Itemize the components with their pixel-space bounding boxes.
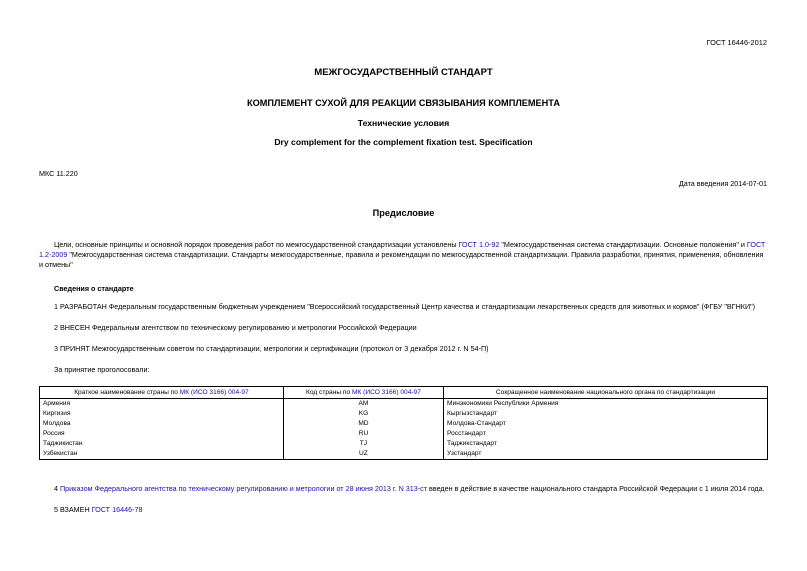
country-cell: Узбекистан — [40, 449, 284, 460]
country-code-cell: RU — [283, 429, 443, 439]
country-code-cell: KG — [283, 409, 443, 419]
country-cell: Молдова — [40, 419, 284, 429]
mk-iso-3166-link[interactable]: МК (ИСО 3166) 004-97 — [179, 388, 249, 396]
adopted-by-item: 3 ПРИНЯТ Межгосударственным советом по стандартизации, метрологии и сертификации (протокол от 3 декабря 2012 г. N 54-П) — [54, 344, 489, 353]
table-row — [40, 409, 768, 419]
country-cell: Киргизия — [40, 409, 284, 419]
countries-table — [39, 386, 768, 460]
gost-1-0-92-link[interactable]: ГОСТ 1.0-92 — [458, 240, 500, 249]
introduction-date: Дата введения 2014-07-01 — [678, 179, 767, 188]
header-country-name: Краткое наименование страны по МК (ИСО 3166) 004-97 — [40, 387, 284, 399]
national-body-cell: Узстандарт — [444, 449, 768, 460]
table-row — [40, 449, 768, 460]
gost-1-2-2009-link[interactable]: ГОСТ 1.2-2009 — [39, 240, 766, 259]
intro-text-2: "Межгосударственная система стандартизации. Основные положения" и — [499, 240, 747, 249]
national-body-cell: Таджикстандарт — [444, 439, 768, 449]
preface-intro-paragraph — [39, 240, 769, 270]
document-title: КОМПЛЕМЕНТ СУХОЙ ДЛЯ РЕАКЦИИ СВЯЗЫВАНИЯ КОМПЛЕМЕНТА — [247, 98, 560, 108]
country-code-cell: AM — [283, 399, 443, 410]
developed-by-item: 1 РАЗРАБОТАН Федеральным государственным бюджетным учреждением "Всероссийский государственный Центр качества и стандартизации лекарственных средств для животных и кормов" (ФГБУ "ВГНКИ") — [54, 302, 756, 311]
standard-type-heading: МЕЖГОСУДАРСТВЕННЫЙ СТАНДАРТ — [314, 67, 493, 78]
national-body-cell: Минэкономики Республики Армения — [444, 399, 768, 410]
table-row — [40, 439, 768, 449]
table-row — [40, 429, 768, 439]
mk-iso-3166-code-link[interactable]: МК (ИСО 3166) 004-97 — [351, 388, 421, 396]
gost-16446-78-link[interactable]: ГОСТ 16446-78 — [91, 505, 143, 514]
national-body-cell: Молдова-Стандарт — [444, 419, 768, 429]
table-row — [40, 419, 768, 429]
country-code-cell: MD — [283, 419, 443, 429]
enacted-item: 4 Приказом Федерального агентства по техническому регулированию и метрологии от 28 июня 2013 г. N 313-ст введен в действие в качестве национального стандарта Российской Федерации с 1 июля 2014 года. — [54, 484, 765, 493]
rosstandart-order-link[interactable]: Приказом Федерального агентства по техническому регулированию и метрологии от 28 июня 2013 г. N 313-ст — [60, 484, 428, 493]
mks-code: МКС 11.220 — [39, 169, 78, 178]
national-body-cell: Кыргызстандарт — [444, 409, 768, 419]
introduced-by-item: 2 ВНЕСЕН Федеральным агентством по техническому регулированию и метрологии Российской Федерации — [54, 323, 417, 332]
preface-heading: Предисловие — [372, 208, 435, 218]
intro-text-3: "Межгосударственная система стандартизации. Стандарты межгосударственные, правила и рекомендации по межгосударственной стандартизации. Правила разработки, принятия, применения, обновления и отмены" — [39, 250, 764, 269]
country-cell: Россия — [40, 429, 284, 439]
about-standard-heading: Сведения о стандарте — [54, 284, 134, 293]
voted-for-label: За принятие проголосовали: — [54, 365, 150, 374]
table-header-row — [40, 387, 768, 399]
header-national-body: Сокращенное наименование национального органа по стандартизации — [444, 387, 768, 399]
document-subtitle: Технические условия — [357, 118, 450, 128]
intro-text-1: Цели, основные принципы и основной порядок проведения работ по межгосударственной стандартизации установлены — [54, 240, 459, 249]
country-cell: Армения — [40, 399, 284, 410]
national-body-cell: Росстандарт — [444, 429, 768, 439]
replaces-item: 5 ВЗАМЕН ГОСТ 16446-78 — [54, 505, 143, 514]
country-cell: Таджикистан — [40, 439, 284, 449]
table-row — [40, 399, 768, 410]
country-code-cell: UZ — [283, 449, 443, 460]
country-code-cell: TJ — [283, 439, 443, 449]
document-title-english: Dry complement for the complement fixation test. Specification — [274, 137, 533, 147]
header-country-code: Код страны по МК (ИСО 3166) 004-97 — [283, 387, 443, 399]
document-code: ГОСТ 16446-2012 — [706, 38, 767, 47]
